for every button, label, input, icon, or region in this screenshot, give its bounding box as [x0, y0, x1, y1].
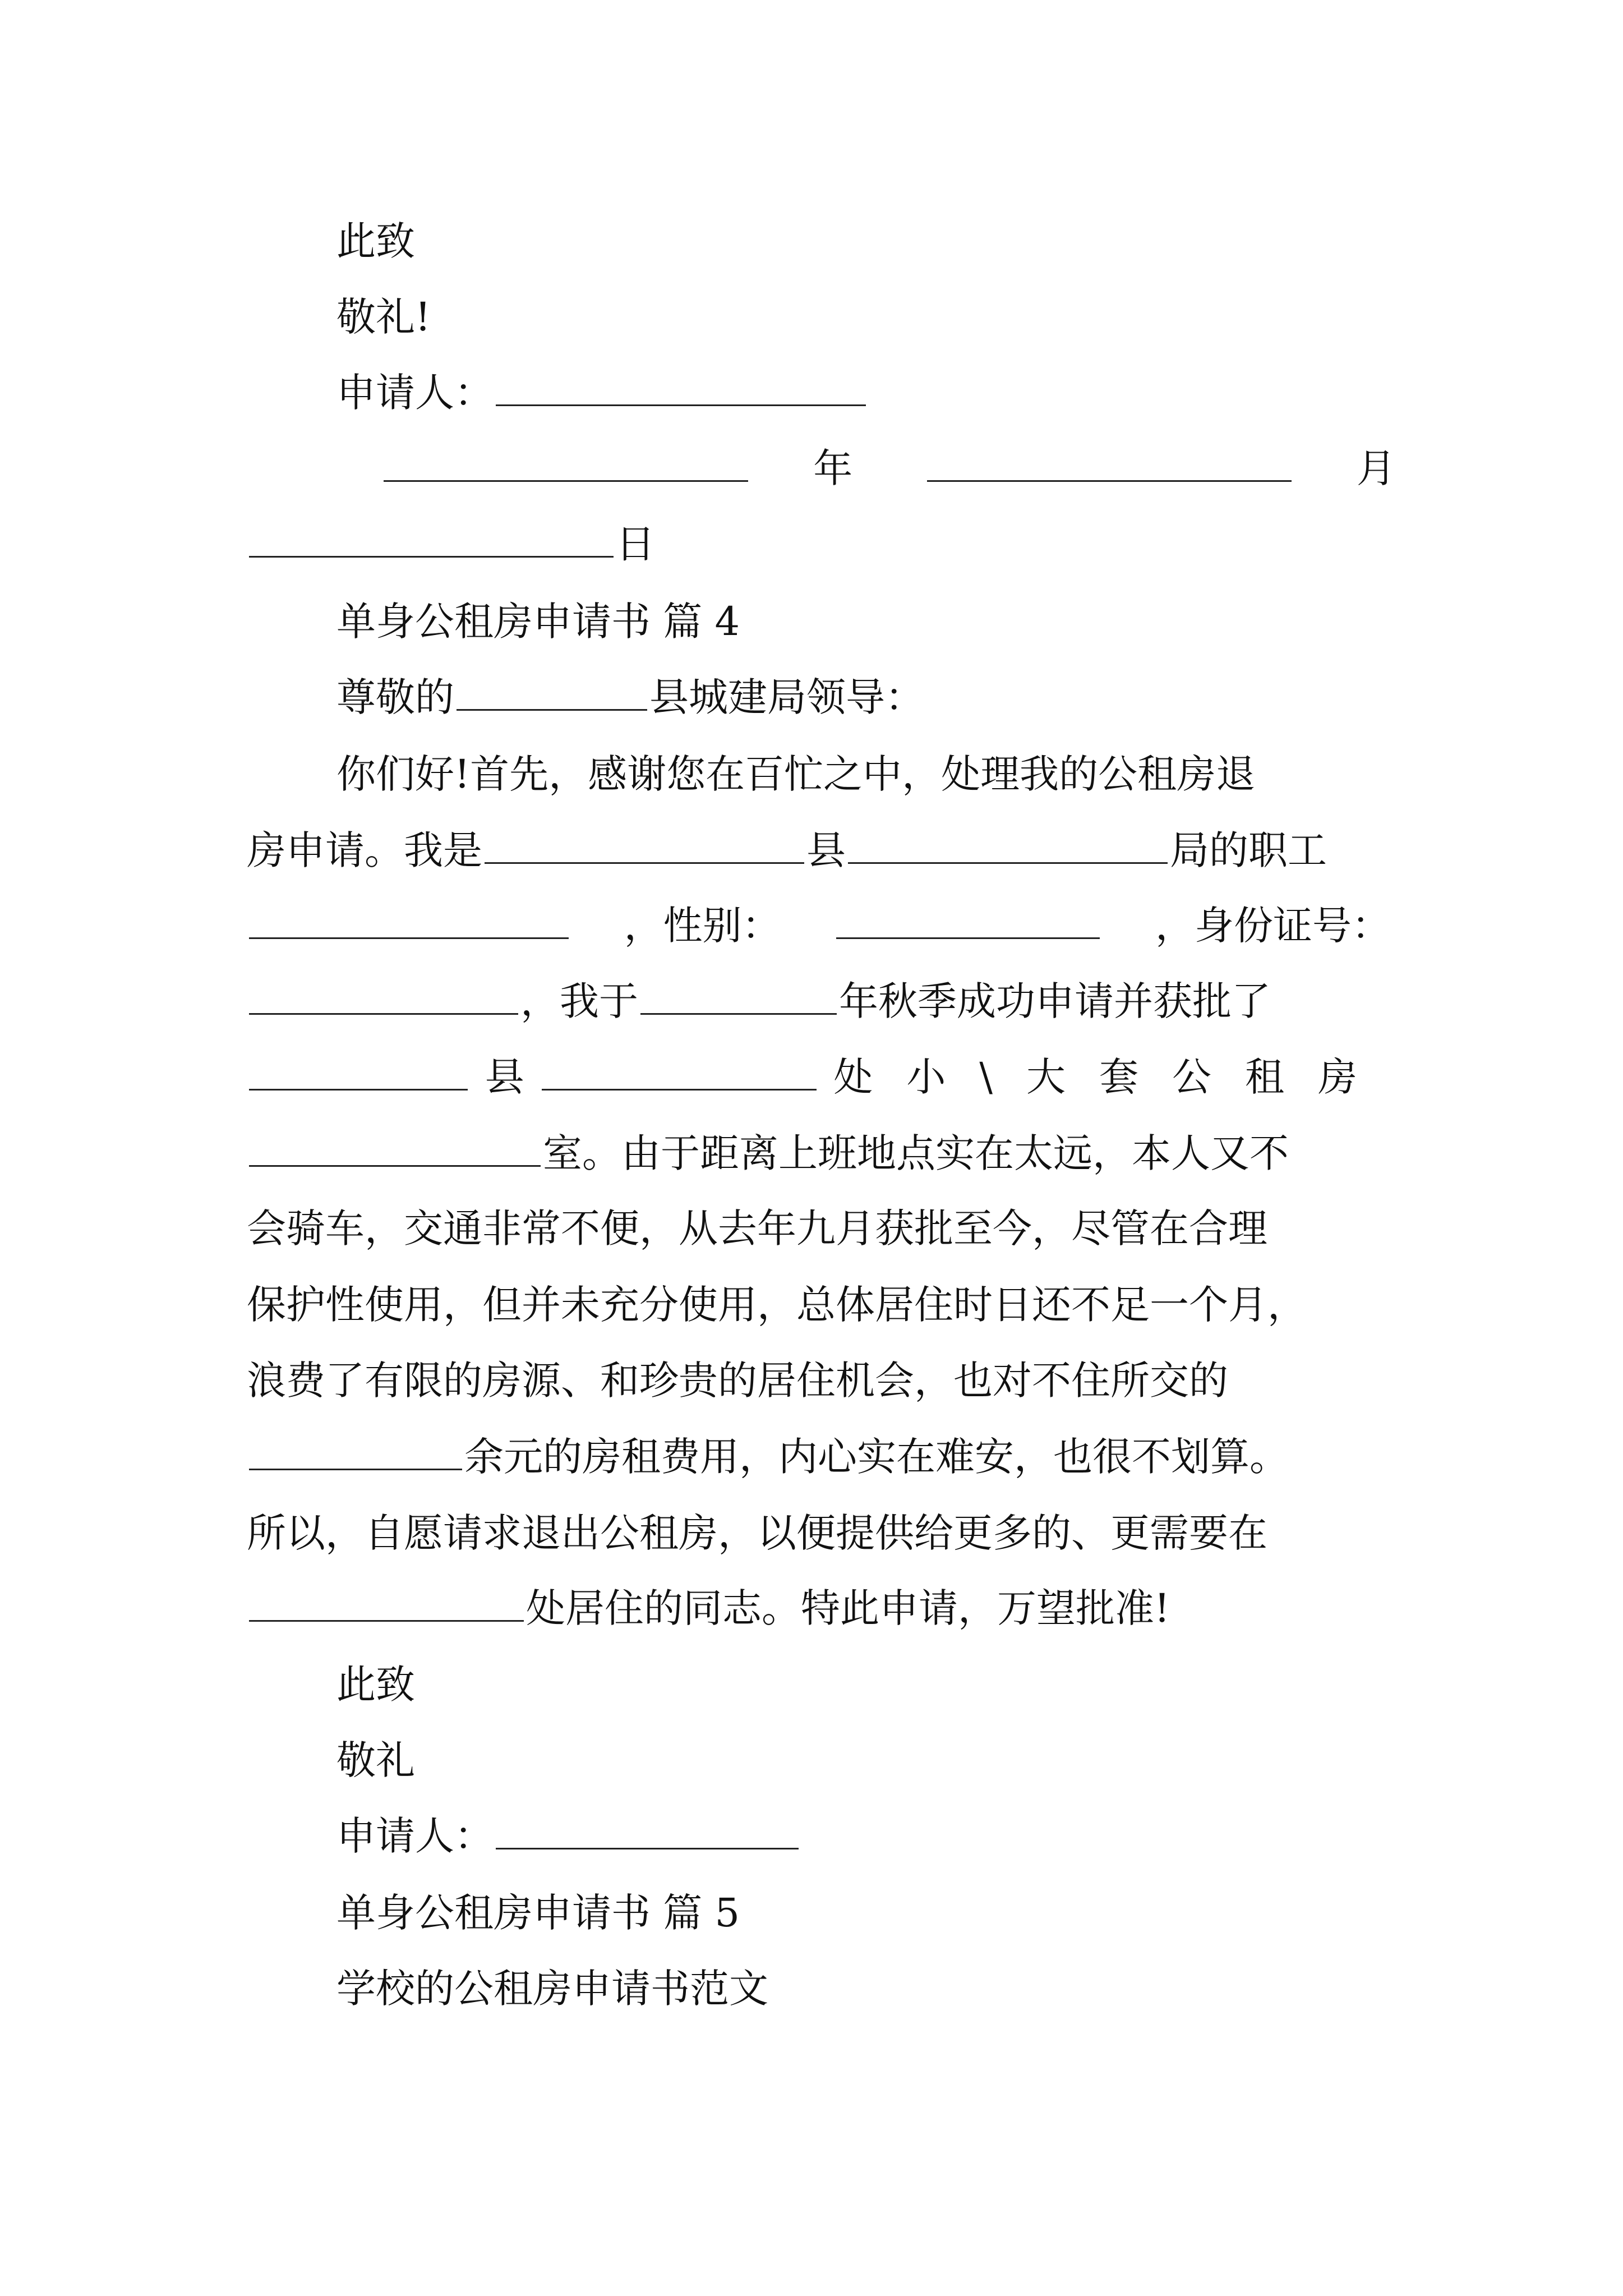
gender-blank — [836, 898, 1100, 939]
closing-greeting: 此致 — [336, 218, 415, 264]
paragraph-line: 保护性使用，但并未充分使用，总体居住时日还不足一个月， — [247, 1282, 1307, 1328]
paragraph-line: 县 处小\大套公租房 — [247, 1049, 1391, 1105]
room-blank — [249, 1126, 541, 1167]
place-blank — [249, 1581, 524, 1622]
section-subtitle: 学校的公租房申请书范文 — [336, 1966, 768, 2012]
closing-salute: 敬礼 — [336, 1737, 415, 1783]
paragraph-line: ，我于 年秋季成功申请并获批了 — [247, 973, 1391, 1029]
rent-amount-blank — [249, 1429, 462, 1470]
county-blank-2 — [249, 1050, 468, 1091]
county-name-blank — [485, 823, 804, 864]
closing-salute: 敬礼! — [336, 294, 431, 340]
salutation: 尊敬的 县城建局领导： — [336, 669, 1391, 725]
county-blank — [457, 670, 647, 711]
paragraph-line: ，性别： ，身份证号： — [247, 898, 1391, 954]
paragraph-line: 你们好!首先，感谢您在百忙之中，处理我的公租房退 — [336, 751, 1256, 797]
applicant-line: 申请人： — [336, 365, 1391, 421]
paragraph-line: 浪费了有限的房源、和珍贵的居住机会，也对不住所交的 — [247, 1358, 1228, 1404]
section-heading-5: 单身公租房申请书 篇 5 — [336, 1890, 740, 1936]
applicant-blank — [496, 1809, 799, 1849]
section-heading-4: 单身公租房申请书 篇 4 — [336, 599, 740, 645]
year-blank-2 — [640, 974, 837, 1015]
month-blank — [927, 441, 1292, 482]
location-blank — [542, 1050, 817, 1091]
paragraph-line: 处居住的同志。特此申请，万望批准! — [247, 1580, 1391, 1636]
paragraph-line: 房申请。我是 县 局的职工 — [247, 822, 1391, 878]
applicant-line: 申请人： — [336, 1808, 1391, 1864]
paragraph-line: 会骑车，交通非常不便，从去年九月获批至今，尽管在合理 — [247, 1205, 1267, 1251]
closing-greeting: 此致 — [336, 1662, 415, 1708]
id-blank — [249, 974, 518, 1015]
paragraph-line: 余元的房租费用，内心实在难安，也很不划算。 — [247, 1429, 1391, 1485]
paragraph-line: 室。由于距离上班地点实在太远，本人又不 — [247, 1125, 1391, 1181]
bureau-name-blank — [848, 823, 1168, 864]
year-blank — [384, 441, 748, 482]
name-blank — [249, 898, 569, 939]
paragraph-line: 所以，自愿请求退出公租房，以便提供给更多的、更需要在 — [247, 1510, 1267, 1556]
day-line: 日 — [247, 516, 1391, 572]
date-line: 年 月 — [381, 440, 1391, 496]
day-blank — [249, 517, 614, 558]
applicant-blank — [496, 365, 866, 406]
